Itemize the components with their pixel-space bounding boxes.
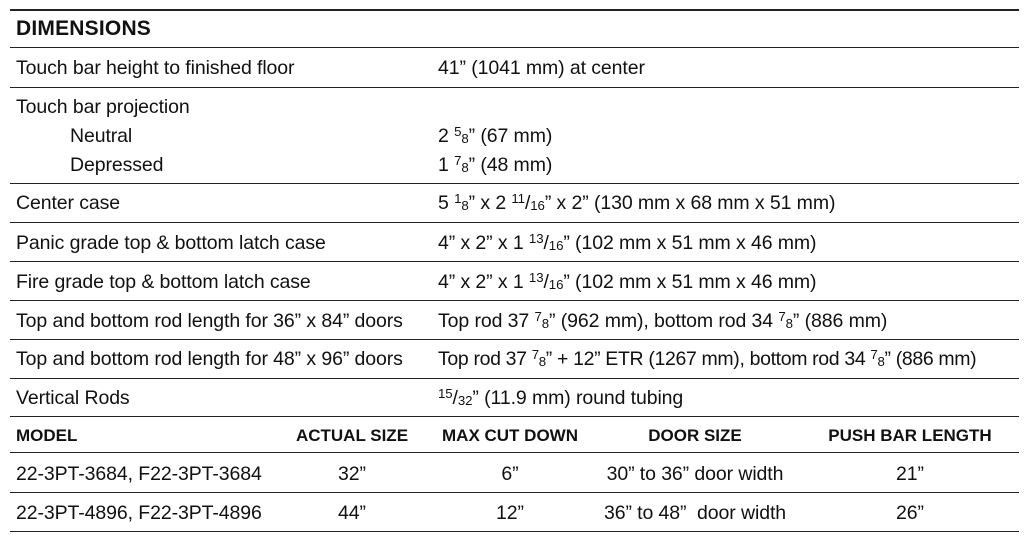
spec-value-rod-length-36x84: Top rod 37 $^7$8” (962 mm), bottom rod 34 $^7$8” (886 mm) — [438, 309, 888, 332]
push-bar-length-column-header: PUSH BAR LENGTH — [828, 426, 992, 445]
section-title: DIMENSIONS — [16, 17, 152, 40]
spec-label-touch-bar-height: Touch bar height to finished floor — [16, 57, 295, 79]
spec-value-depressed: 1 $^7$8” (48 mm) — [438, 153, 553, 176]
spec-label-center-case: Center case — [16, 192, 121, 214]
row-divider — [10, 492, 1019, 493]
spec-label-depressed: Depressed — [70, 154, 164, 176]
fraction-numerator: 13 — [528, 270, 544, 286]
model-column-header: MODEL — [16, 426, 78, 445]
fraction-denominator: 32 — [457, 392, 473, 408]
fraction-numerator: 7 — [778, 309, 786, 325]
fraction-numerator: 15 — [438, 386, 453, 402]
spec-label-neutral: Neutral — [70, 125, 133, 147]
table-row-door-size: 36” to 48” door width — [603, 502, 787, 524]
row-divider — [10, 261, 1019, 262]
table-row-max-cut-down: 12” — [496, 502, 524, 524]
row-divider — [10, 222, 1019, 223]
fraction-denominator: 8 — [877, 353, 885, 369]
spec-value-neutral: 2 $^5$8” (67 mm) — [438, 124, 553, 147]
fraction-denominator: 8 — [538, 353, 546, 369]
fraction-numerator: 7 — [454, 153, 462, 169]
fraction-denominator: 16 — [530, 197, 545, 213]
row-divider — [10, 300, 1019, 301]
spec-value-center-case: 5 $^1$8” x 2 $^{11}$/16” x 2” (130 mm x 68 mm x 51 mm) — [438, 191, 836, 214]
fraction-numerator: 7 — [531, 347, 539, 363]
fraction-denominator: 16 — [548, 276, 564, 292]
fraction-denominator: 8 — [461, 197, 469, 213]
fraction-numerator: 1 — [454, 191, 462, 207]
table-row-model: 22-3PT-4896, F22-3PT-4896 — [16, 502, 262, 524]
spec-label-panic-grade-latch-case: Panic grade top & bottom latch case — [16, 232, 326, 254]
table-row-model: 22-3PT-3684, F22-3PT-3684 — [16, 463, 262, 485]
max-cut-down-column-header: MAX CUT DOWN — [442, 426, 578, 445]
door-size-column-header: DOOR SIZE — [648, 426, 742, 445]
spec-value-panic-grade-latch-case: 4” x 2” x 1 $^{13}$/16” (102 mm x 51 mm x 46 mm) — [438, 231, 817, 254]
spec-value-touch-bar-height: 41” (1041 mm) at center — [438, 57, 645, 79]
fraction-denominator: 8 — [541, 315, 550, 331]
row-divider — [10, 339, 1019, 340]
bottom-rule — [10, 531, 1019, 532]
fraction-denominator: 16 — [548, 237, 564, 253]
spec-label-rod-length-48x96: Top and bottom rod length for 48” x 96” doors — [16, 348, 403, 370]
table-row-actual-size: 44” — [338, 502, 366, 524]
fraction-numerator: 13 — [528, 231, 544, 247]
table-row-max-cut-down: 6” — [501, 463, 519, 485]
row-divider — [10, 87, 1019, 88]
actual-size-column-header: ACTUAL SIZE — [295, 426, 409, 445]
spec-label-fire-grade-latch-case: Fire grade top & bottom latch case — [16, 271, 311, 293]
table-row-door-size: 30” to 36” door width — [606, 463, 784, 485]
spec-value-vertical-rods: $^{15}$/32” (11.9 mm) round tubing — [438, 386, 684, 409]
fraction-numerator: 11 — [511, 191, 525, 207]
spec-label-rod-length-36x84: Top and bottom rod length for 36” x 84” doors — [16, 310, 403, 332]
top-rule — [10, 9, 1019, 11]
row-divider — [10, 47, 1019, 48]
fraction-numerator: 7 — [870, 347, 878, 363]
fraction-denominator: 8 — [785, 315, 793, 331]
spec-label-vertical-rods: Vertical Rods — [16, 387, 130, 409]
table-row-push-bar-length: 26” — [896, 502, 924, 524]
table-row-push-bar-length: 21” — [896, 463, 924, 485]
row-divider — [10, 378, 1019, 379]
fraction-denominator: 8 — [461, 130, 469, 146]
spec-label-touch-bar-projection: Touch bar projection — [16, 96, 190, 118]
table-row-actual-size: 32” — [338, 463, 366, 485]
fraction-numerator: 7 — [534, 309, 542, 325]
row-divider — [10, 416, 1019, 417]
fraction-numerator: 5 — [454, 124, 462, 140]
spec-value-fire-grade-latch-case: 4” x 2” x 1 $^{13}$/16” (102 mm x 51 mm x 46 mm) — [438, 270, 817, 293]
row-divider — [10, 183, 1019, 184]
fraction-denominator: 8 — [461, 159, 469, 175]
row-divider — [10, 452, 1019, 453]
spec-value-rod-length-48x96: Top rod 37 $^7$8” + 12” ETR (1267 mm), bottom rod 34 $^7$8” (886 mm) — [438, 347, 977, 370]
